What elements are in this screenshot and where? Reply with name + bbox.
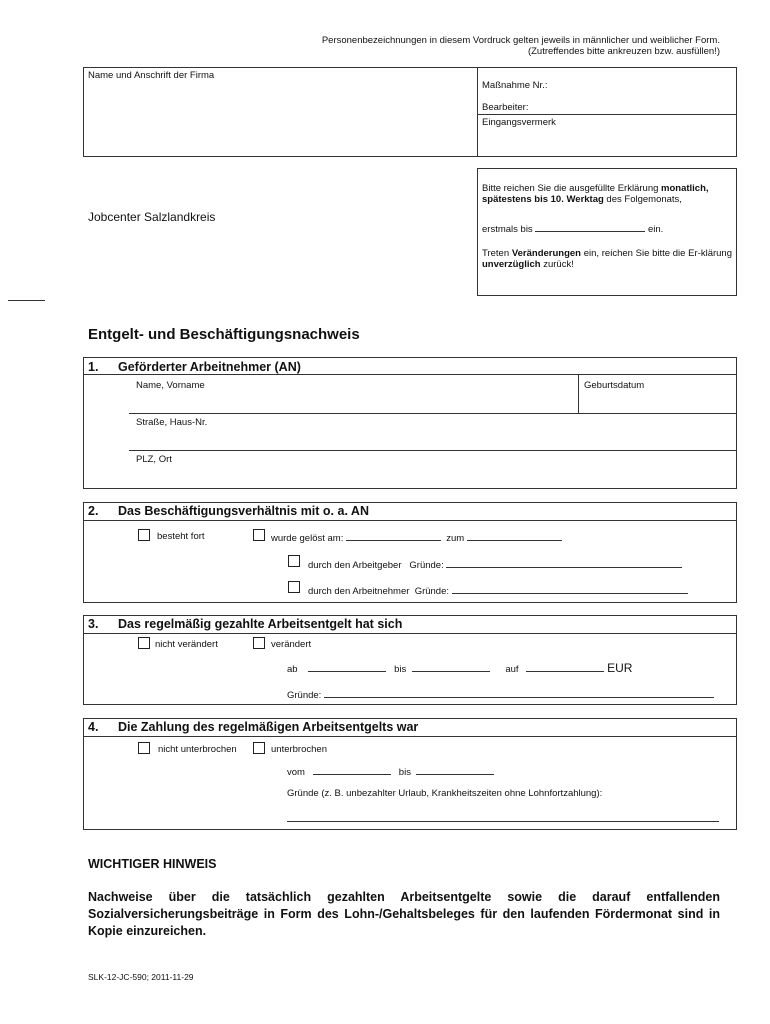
interruption-reasons-label: Gründe (z. B. unbezahlter Urlaub, Krankheitszeiten ohne Lohnfortzahlung): [287,788,603,799]
unchanged-checkbox[interactable] [138,637,150,649]
fold-mark [8,300,45,301]
instruction-first-date: erstmals bis ein. [482,224,664,235]
name-label: Name, Vorname [136,380,205,391]
interruption-until-field[interactable] [416,765,494,775]
continues-label: besteht fort [157,531,205,542]
section-2-number: 2. [88,504,99,518]
name-field[interactable] [129,413,737,414]
currency-label: EUR [607,661,633,675]
section-1-number: 1. [88,360,99,374]
employee-reasons-field[interactable] [452,584,688,594]
interrupted-label: unterbrochen [271,744,327,755]
interruption-from-field[interactable] [313,765,391,775]
not-interrupted-checkbox[interactable] [138,742,150,754]
by-employee-label: durch den Arbeitnehmer Gründe: [308,584,688,597]
notice-heading: WICHTIGER HINWEIS [88,857,217,871]
section-4-number: 4. [88,720,99,734]
by-employer-label: durch den Arbeitgeber Gründe: [308,558,682,571]
interrupted-checkbox[interactable] [253,742,265,754]
instruction-deadline: Bitte reichen Sie die ausgefüllte Erklärung monatlich, spätestens bis 10. Werktag des Folgemonats, [482,183,709,205]
interruption-reasons-field[interactable] [287,821,719,822]
birthdate-label: Geburtsdatum [584,380,645,391]
form-notice [250,35,720,57]
notice-text: Nachweise über die tatsächlich gezahlten Arbeitsentgelte sowie die darauf entfallenden Sozialversicherungsbeiträge in Form des Lohn-/Gehaltsbeleges für den laufenden Fördermonat sind in Kopie einzureichen. [88,890,720,938]
page-title: Entgelt- und Beschäftigungsnachweis [88,326,360,343]
section-3-number: 3. [88,617,99,631]
section-1-title: Geförderter Arbeitnehmer (AN) [118,360,301,374]
notice-line-1: Personenbezeichnungen in diesem Vordruck gelten jeweils in männlicher und weiblicher Form. [321,35,720,46]
changed-checkbox[interactable] [253,637,265,649]
to-date-field[interactable] [467,531,562,541]
interruption-period-row: vom bis [287,765,494,778]
unchanged-label: nicht verändert [155,639,218,650]
employer-reasons-field[interactable] [446,558,682,568]
dissolved-date-field[interactable] [346,531,441,541]
receipt-note-label: Eingangsvermerk [482,117,556,128]
change-reasons-field[interactable] [324,688,714,698]
measure-number-label: Maßnahme Nr.: [482,80,548,91]
recipient-address: Jobcenter Salzlandkreis [88,210,216,224]
section-4-title: Die Zahlung des regelmäßigen Arbeitsentgelts war [118,720,419,734]
by-employer-checkbox[interactable] [288,555,300,567]
instruction-changes: Treten Veränderungen ein, reichen Sie bitte die Er-klärung unverzüglich zurück! [482,248,732,270]
clerk-label: Bearbeiter: [482,102,529,113]
dissolved-label: wurde gelöst am: zum [271,531,562,544]
street-field[interactable] [129,450,737,451]
firm-label: Name und Anschrift der Firma [88,70,215,81]
new-amount-field[interactable] [526,662,604,672]
change-from-field[interactable] [308,662,386,672]
by-employee-checkbox[interactable] [288,581,300,593]
change-reasons-row: Gründe: [287,688,714,701]
not-interrupted-label: nicht unterbrochen [158,744,237,755]
instructions-text [482,183,732,270]
changed-label: verändert [271,639,312,650]
street-label: Straße, Haus-Nr. [136,417,208,428]
form-code: SLK-12-JC-590; 2011-11-29 [88,972,194,982]
section-3-title: Das regelmäßig gezahlte Arbeitsentgelt hat sich [118,617,403,631]
dissolved-checkbox[interactable] [253,529,265,541]
notice-line-2: (Zutreffendes bitte ankreuzen bzw. ausfüllen!) [527,46,720,57]
section-2-title: Das Beschäftigungsverhältnis mit o. a. AN [118,504,369,518]
change-until-field[interactable] [412,662,490,672]
city-label: PLZ, Ort [136,454,172,465]
continues-checkbox[interactable] [138,529,150,541]
change-period-row: ab bis auf EUR [287,661,633,675]
